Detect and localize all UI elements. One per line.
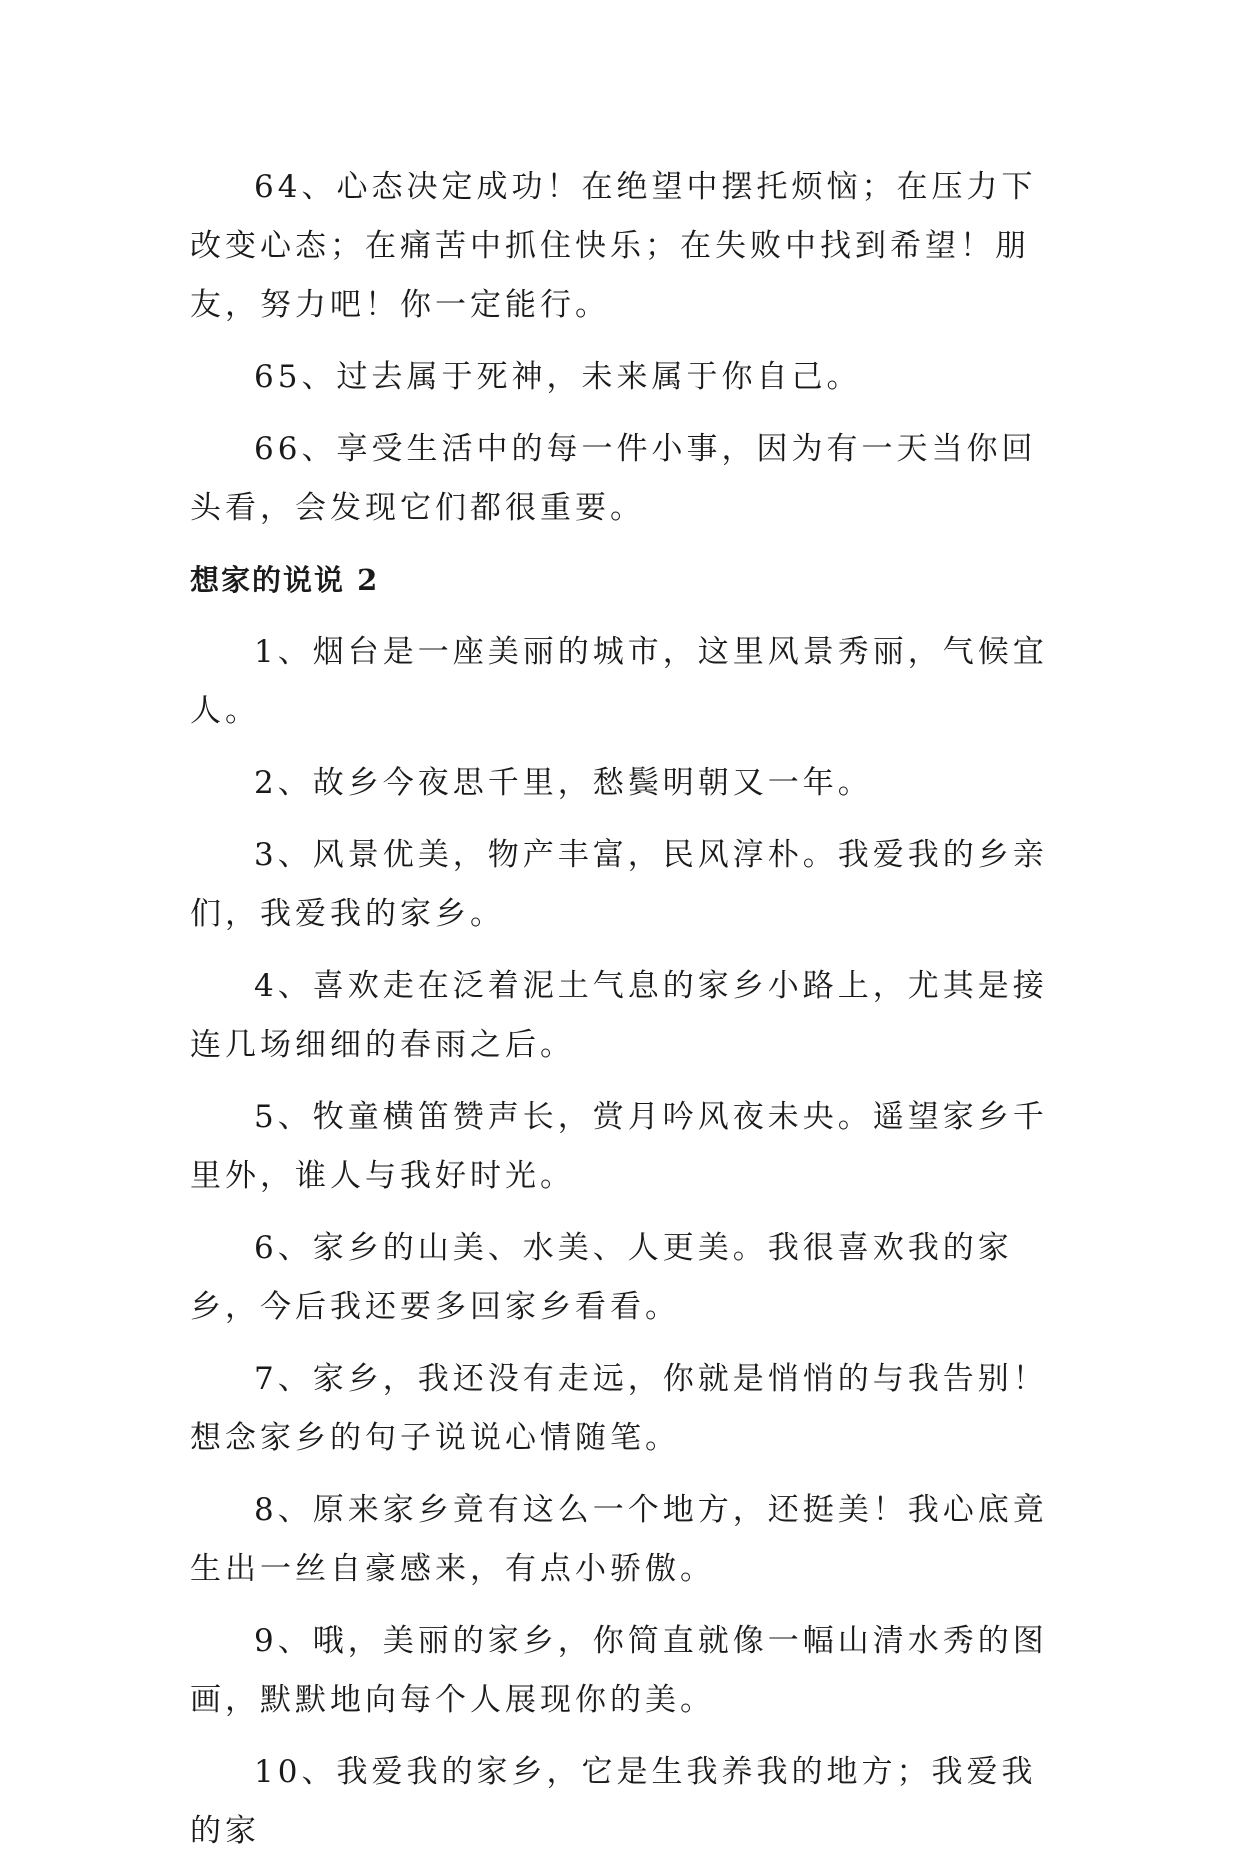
section-heading: 想家的说说 2 [190,563,380,597]
document-body [190,158,1070,1874]
paragraph-9: 9、哦，美丽的家乡，你简直就像一幅山清水秀的图画，默默地向每个人展现你的美。 [190,1623,1048,1718]
paragraph-3: 3、风景优美，物产丰富，民风淳朴。我爱我的乡亲们，我爱我的家乡。 [190,837,1048,932]
paragraph-6: 6、家乡的山美、水美、人更美。我很喜欢我的家乡，今后我还要多回家乡看看。 [190,1230,1013,1325]
paragraph-66: 66、享受生活中的每一件小事，因为有一天当你回头看，会发现它们都很重要。 [190,431,1037,526]
paragraph-5: 5、牧童横笛赞声长，赏月吟风夜未央。遥望家乡千里外，谁人与我好时光。 [190,1099,1048,1194]
paragraph-8: 8、原来家乡竟有这么一个地方，还挺美！我心底竟生出一丝自豪感来，有点小骄傲。 [190,1492,1048,1587]
paragraph-64: 64、心态决定成功！在绝望中摆托烦恼；在压力下改变心态；在痛苦中抓住快乐；在失败中找到希望！朋友，努力吧！你一定能行。 [190,169,1037,323]
paragraph-1: 1、烟台是一座美丽的城市，这里风景秀丽，气候宜人。 [190,634,1048,729]
paragraph-7: 7、家乡，我还没有走远，你就是悄悄的与我告别！想念家乡的句子说说心情随笔。 [190,1361,1048,1456]
paragraph-2: 2、故乡今夜思千里，愁鬓明朝又一年。 [254,765,873,801]
paragraph-10: 10、我爱我的家乡，它是生我养我的地方；我爱我的家 [190,1754,1037,1849]
paragraph-65: 65、过去属于死神，未来属于你自己。 [254,359,862,395]
paragraph-4: 4、喜欢走在泛着泥土气息的家乡小路上，尤其是接连几场细细的春雨之后。 [190,968,1048,1063]
